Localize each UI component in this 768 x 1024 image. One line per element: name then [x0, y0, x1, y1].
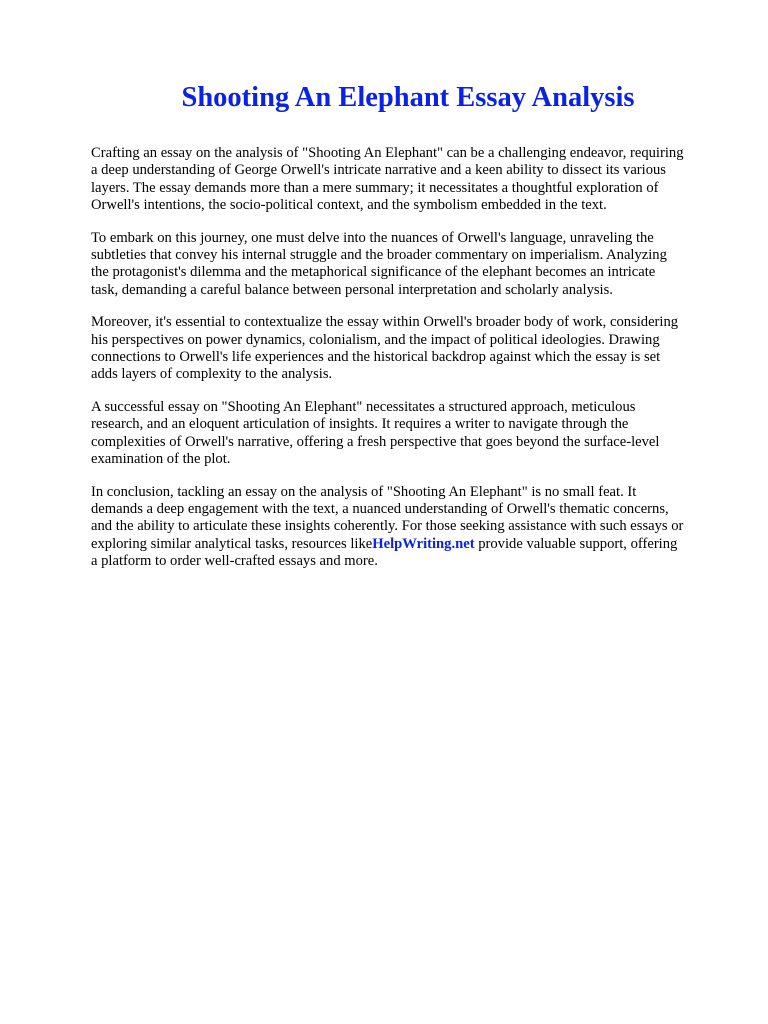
text-line: layers. The essay demands more than a mere summary; it necessitates a thoughtful exploration of	[91, 179, 659, 196]
text-line: adds layers of complexity to the analysis.	[91, 366, 333, 383]
link-line-prefix: exploring similar analytical tasks, resources like	[91, 535, 373, 552]
paragraph-2	[91, 230, 731, 300]
text-line: To embark on this journey, one must delve into the nuances of Orwell's language, unraveling the	[91, 229, 654, 246]
text-line: connections to Orwell's life experiences and the historical backdrop against which the essay is set	[91, 349, 661, 366]
text-line: task, demanding a careful balance between personal interpretation and scholarly analysis.	[91, 281, 613, 298]
paragraph-5	[91, 484, 731, 571]
essay-body	[91, 145, 731, 586]
text-line: research, and an eloquent articulation of insights. It requires a writer to navigate through the	[91, 416, 629, 433]
text-line: examination of the plot.	[91, 451, 231, 468]
text-line: In conclusion, tackling an essay on the analysis of "Shooting An Elephant" is no small feat. It	[91, 483, 637, 500]
text-line: a platform to order well-crafted essays and more.	[91, 553, 378, 570]
text-line: subtleties that convey his internal struggle and the broader commentary on imperialism. Analyzing	[91, 247, 667, 264]
text-line: Crafting an essay on the analysis of "Shooting An Elephant" can be a challenging endeavor, requiring	[91, 145, 684, 161]
paragraph-3	[91, 314, 731, 384]
text-line: the protagonist's dilemma and the metaphorical significance of the elephant becomes an intricate	[91, 264, 656, 281]
text-line: complexities of Orwell's narrative, offering a fresh perspective that goes beyond the surface-level	[91, 433, 660, 450]
text-line: and the ability to articulate these insights coherently. For those seeking assistance with such essays or	[91, 518, 684, 535]
helpwriting-link[interactable]: HelpWriting.net	[372, 535, 475, 552]
text-line: Orwell's intentions, the socio-political context, and the symbolism embedded in the text.	[91, 197, 607, 214]
text-line: his perspectives on power dynamics, colonialism, and the impact of political ideologies. Drawing	[91, 331, 660, 348]
text-line: a deep understanding of George Orwell's intricate narrative and a keen ability to dissect its various	[91, 162, 666, 179]
paragraph-4	[91, 399, 731, 469]
text-line: A successful essay on "Shooting An Elephant" necessitates a structured approach, meticulous	[91, 398, 636, 415]
paragraph-1	[91, 145, 731, 215]
text-line: Moreover, it's essential to contextualize the essay within Orwell's broader body of work, considering	[91, 314, 679, 331]
link-line-suffix: provide valuable support, offering	[474, 535, 678, 552]
text-line-with-link	[91, 536, 731, 553]
text-line: demands a deep engagement with the text, a nuanced understanding of Orwell's thematic concerns,	[91, 500, 669, 517]
page-title: Shooting An Elephant Essay Analysis	[181, 82, 635, 113]
